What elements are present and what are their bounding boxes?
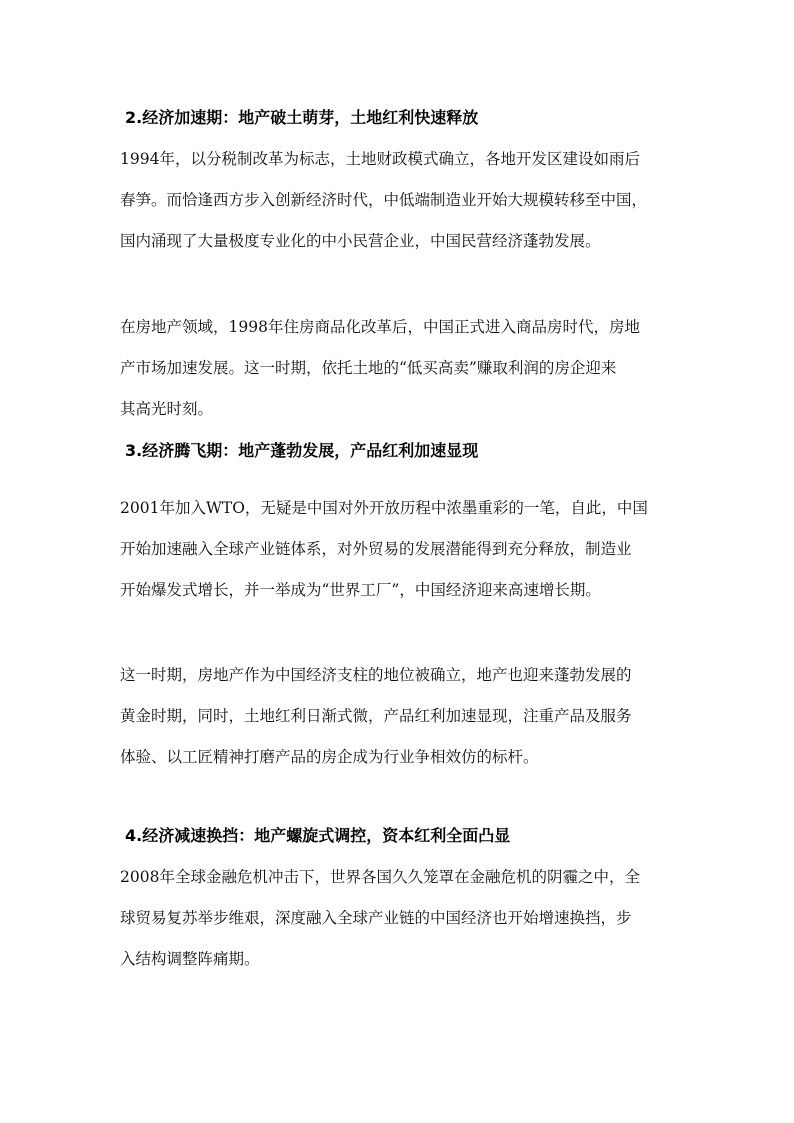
section-2-paragraph-2: [120, 307, 680, 430]
section-heading-3: 3.经济腾飞期：地产蓬勃发展，产品红利加速显现: [125, 441, 479, 460]
paragraph-line: 1994年，以分税制改革为标志，土地财政模式确立，各地开发区建设如雨后: [120, 150, 640, 168]
paragraph-line: 春笋。而恰逢西方步入创新经济时代，中低端制造业开始大规模转移至中国，: [120, 191, 648, 209]
section-3-paragraph-1: [120, 488, 680, 611]
paragraph-line: 在房地产领域，1998年住房商品化改革后，中国正式进入商品房时代，房地: [120, 318, 640, 336]
paragraph-line: 产市场加速发展。这一时期，依托土地的“低买高卖”赚取利润的房企迎来: [120, 359, 617, 377]
paragraph-line: 体验、以工匠精神打磨产品的房企成为行业争相效仿的标杆。: [120, 748, 539, 766]
paragraph-line: 其高光时刻。: [120, 400, 214, 418]
section-2-paragraph-1: [120, 139, 680, 262]
paragraph-line: 球贸易复苏举步维艰，深度融入全球产业链的中国经济也开始增速换挡，步: [120, 909, 632, 927]
paragraph-line: 2001年加入WTO，无疑是中国对外开放历程中浓墨重彩的一笔，自此，中国: [120, 499, 648, 517]
paragraph-line: 开始加速融入全球产业链体系，对外贸易的发展潜能得到充分释放，制造业: [120, 540, 632, 558]
paragraph-line: 黄金时期，同时，土地红利日渐式微，产品红利加速显现，注重产品及服务: [120, 707, 632, 725]
section-3-paragraph-2: [120, 655, 680, 778]
section-heading-4: 4.经济减速换挡：地产螺旋式调控，资本红利全面凸显: [125, 826, 511, 845]
section-4-paragraph-1: [120, 857, 680, 980]
paragraph-line: 入结构调整阵痛期。: [120, 950, 260, 968]
paragraph-line: 这一时期，房地产作为中国经济支柱的地位被确立，地产也迎来蓬勃发展的: [120, 666, 632, 684]
paragraph-line: 2008年全球金融危机冲击下，世界各国久久笼罩在金融危机的阴霾之中，全: [120, 868, 640, 886]
section-heading-2: 2.经济加速期：地产破土萌芽，土地红利快速释放: [125, 108, 479, 127]
paragraph-line: 国内涌现了大量极度专业化的中小民营企业，中国民营经济蓬勃发展。: [120, 232, 601, 250]
paragraph-line: 开始爆发式增长，并一举成为“世界工厂”，中国经济迎来高速增长期。: [120, 581, 601, 599]
